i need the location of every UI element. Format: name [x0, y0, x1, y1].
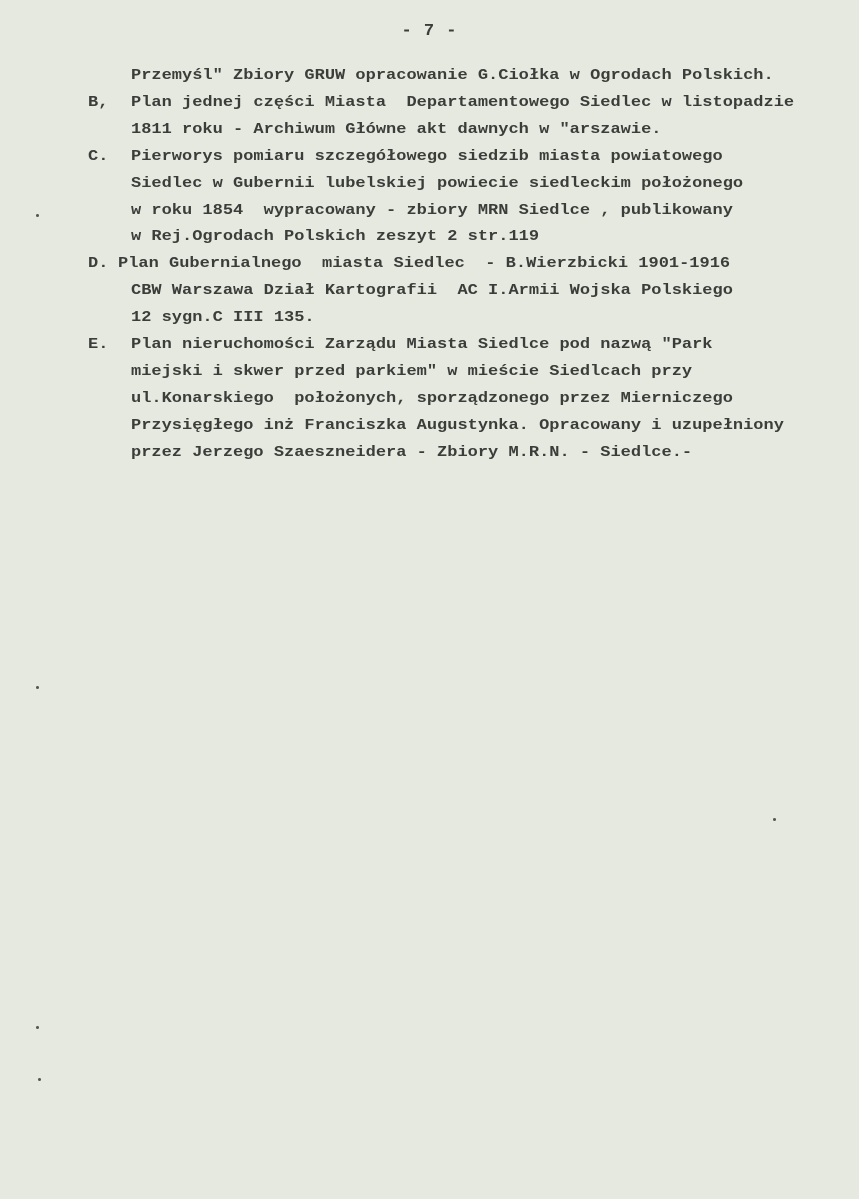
line-text: Plan nieruchomości Zarządu Miasta Siedlce pod nazwą "Park: [131, 337, 713, 354]
margin-mark: [36, 1026, 39, 1029]
line-text: 1811 roku - Archiwum Główne akt dawnych w "arszawie.: [131, 121, 662, 138]
line-text: w roku 1854 wypracowany - zbiory MRN Siedlce , publikowany: [131, 202, 733, 219]
line-text: Przemyśl" Zbiory GRUW opracowanie G.Ciołka w Ogrodach Polskich.: [131, 68, 774, 85]
line-text: przez Jerzego Szaeszneidera - Zbiory M.R.N. - Siedlce.-: [131, 444, 693, 461]
line-text: ul.Konarskiego położonych, sporządzonego przez Mierniczego: [131, 390, 733, 407]
line-text: 12 sygn.C III 135.: [131, 310, 315, 327]
page-number: - 7 -: [401, 22, 458, 41]
item-label: E.: [88, 337, 109, 354]
margin-mark: [36, 214, 39, 217]
line-text: w Rej.Ogrodach Polskich zeszyt 2 str.119: [131, 229, 540, 246]
line-text: Siedlec w Gubernii lubelskiej powiecie siedleckim położonego: [131, 175, 744, 192]
margin-mark: [36, 686, 39, 689]
line-text: CBW Warszawa Dział Kartografii AC I.Armii Wojska Polskiego: [131, 283, 733, 300]
line-text: miejski i skwer przed parkiem" w mieście Siedlcach przy: [131, 363, 693, 381]
item-label: B,: [88, 94, 109, 112]
margin-mark: [38, 1078, 41, 1081]
item-label: D.: [88, 256, 109, 273]
item-label: C.: [88, 148, 109, 165]
line-text: Plan Gubernialnego miasta Siedlec - B.Wierzbicki 1901-1916: [118, 256, 731, 273]
line-text: Przysięgłego inż Franciszka Augustynka. Opracowany i uzupełniony: [131, 417, 784, 434]
margin-mark: [773, 818, 776, 821]
line-text: Pierworys pomiaru szczegółowego siedzib miasta powiatowego: [131, 148, 723, 165]
line-text: Plan jednej części Miasta Departamentowego Siedlec w listopadzie: [131, 94, 795, 112]
